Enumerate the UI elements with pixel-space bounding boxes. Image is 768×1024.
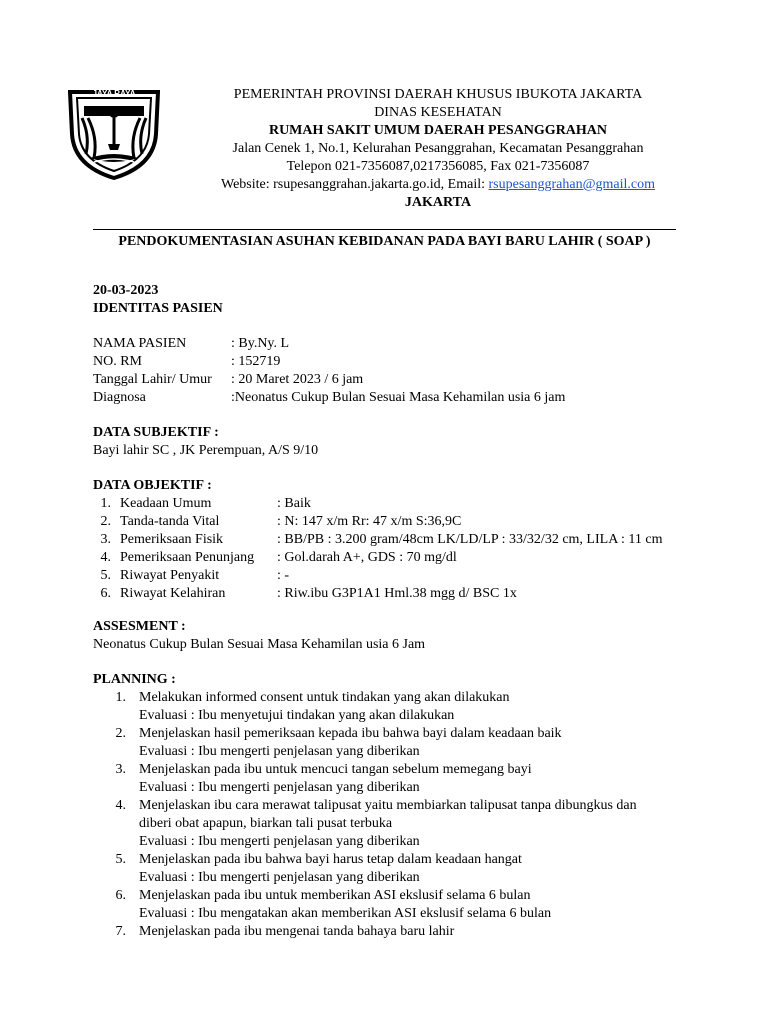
header-website: Website: rsupesanggrahan.jakarta.go.id, Email: [221,177,489,192]
document-date: 20-03-2023 [93,283,159,298]
objective-number: 3. [100,532,111,547]
header-address: Jalan Cenek 1, No.1, Kelurahan Pesanggrahan, Kecamatan Pesanggrahan [232,141,644,156]
objective-value: : - [277,568,290,583]
identity-label: NAMA PASIEN [93,336,187,351]
objective-value: : N: 147 x/m Rr: 47 x/m S:36,9C [277,514,462,529]
objective-heading: DATA OBJEKTIF : [93,478,212,493]
jakarta-coat-of-arms-icon [68,88,160,180]
objective-label: Pemeriksaan Fisik [120,532,224,547]
objective-value: : Baik [277,496,311,511]
header-hospital-name: RUMAH SAKIT UMUM DAERAH PESANGGRAHAN [268,123,608,138]
identity-value: : By.Ny. L [231,336,290,351]
objective-value: : BB/PB : 3.200 gram/48cm LK/LD/LP : 33/32/32 cm, LILA : 11 cm [277,532,663,547]
identity-value: : 20 Maret 2023 / 6 jam [231,372,364,387]
objective-number: 2. [100,514,111,529]
planning-text: Menjelaskan pada ibu mengenai tanda bahaya baru lahir [139,924,455,939]
objective-label: Tanda-tanda Vital [120,514,220,529]
header-email-link[interactable]: rsupesanggrahan@gmail.com [488,177,655,192]
assessment-text: Neonatus Cukup Bulan Sesuai Masa Kehamilan usia 6 Jam [93,637,426,652]
header-phone: Telepon 021-7356087,0217356085, Fax 021-7356087 [286,159,590,174]
planning-text: Menjelaskan pada ibu untuk mencuci tangan sebelum memegang bayi [139,762,532,777]
planning-number: 1. [115,690,126,705]
identity-label: Tanggal Lahir/ Umur [93,372,212,387]
objective-value: : Riw.ibu G3P1A1 Hml.38 mgg d/ BSC 1x [277,586,517,601]
subjective-heading: DATA SUBJEKTIF : [93,425,219,440]
planning-evaluation: Evaluasi : Ibu mengerti penjelasan yang diberikan [139,780,420,795]
document-title: PENDOKUMENTASIAN ASUHAN KEBIDANAN PADA BAYI BARU LAHIR ( SOAP ) [118,234,651,249]
objective-value: : Gol.darah A+, GDS : 70 mg/dl [277,550,457,565]
header-website-line [200,176,676,194]
planning-heading: PLANNING : [93,672,176,687]
planning-text: Menjelaskan pada ibu untuk memberikan ASI ekslusif selama 6 bulan [139,888,531,903]
planning-text: Menjelaskan pada ibu bahwa bayi harus tetap dalam keadaan hangat [139,852,522,867]
objective-label: Keadaan Umum [120,496,212,511]
subjective-text: Bayi lahir SC , JK Perempuan, A/S 9/10 [93,443,319,458]
planning-text: Menjelaskan hasil pemeriksaan kepada ibu bahwa bayi dalam keadaan baik [139,726,562,741]
header-government: PEMERINTAH PROVINSI DAERAH KHUSUS IBUKOTA JAKARTA [233,87,643,102]
planning-number: 6. [115,888,126,903]
planning-text-continued: diberi obat apapun, biarkan tali pusat terbuka [139,816,393,831]
planning-number: 7. [115,924,126,939]
header-city: JAKARTA [404,195,472,210]
objective-number: 6. [100,586,111,601]
planning-number: 3. [115,762,126,777]
identity-value: :Neonatus Cukup Bulan Sesuai Masa Kehamilan usia 6 jam [231,390,566,405]
logo-text: JAYA RAYA [92,89,136,98]
planning-evaluation: Evaluasi : Ibu mengerti penjelasan yang diberikan [139,744,420,759]
planning-number: 5. [115,852,126,867]
objective-number: 5. [100,568,111,583]
planning-number: 2. [115,726,126,741]
assessment-heading: ASSESMENT : [93,619,186,634]
objective-number: 4. [100,550,111,565]
objective-label: Pemeriksaan Penunjang [120,550,255,565]
planning-evaluation: Evaluasi : Ibu mengatakan akan memberikan ASI ekslusif selama 6 bulan [139,906,552,921]
objective-label: Riwayat Penyakit [120,568,220,583]
planning-evaluation: Evaluasi : Ibu mengerti penjelasan yang diberikan [139,870,420,885]
planning-text: Melakukan informed consent untuk tindakan yang akan dilakukan [139,690,510,705]
header-divider [93,229,676,230]
planning-number: 4. [115,798,126,813]
planning-evaluation: Evaluasi : Ibu mengerti penjelasan yang diberikan [139,834,420,849]
identity-label: NO. RM [93,354,143,369]
header-department: DINAS KESEHATAN [374,105,502,120]
planning-evaluation: Evaluasi : Ibu menyetujui tindakan yang akan dilakukan [139,708,455,723]
identity-value: : 152719 [231,354,281,369]
objective-number: 1. [100,496,111,511]
identity-label: Diagnosa [93,390,146,405]
objective-label: Riwayat Kelahiran [120,586,226,601]
planning-text: Menjelaskan ibu cara merawat talipusat yaitu membiarkan talipusat tanpa dibungkus dan [139,798,637,813]
identity-heading: IDENTITAS PASIEN [93,301,223,316]
